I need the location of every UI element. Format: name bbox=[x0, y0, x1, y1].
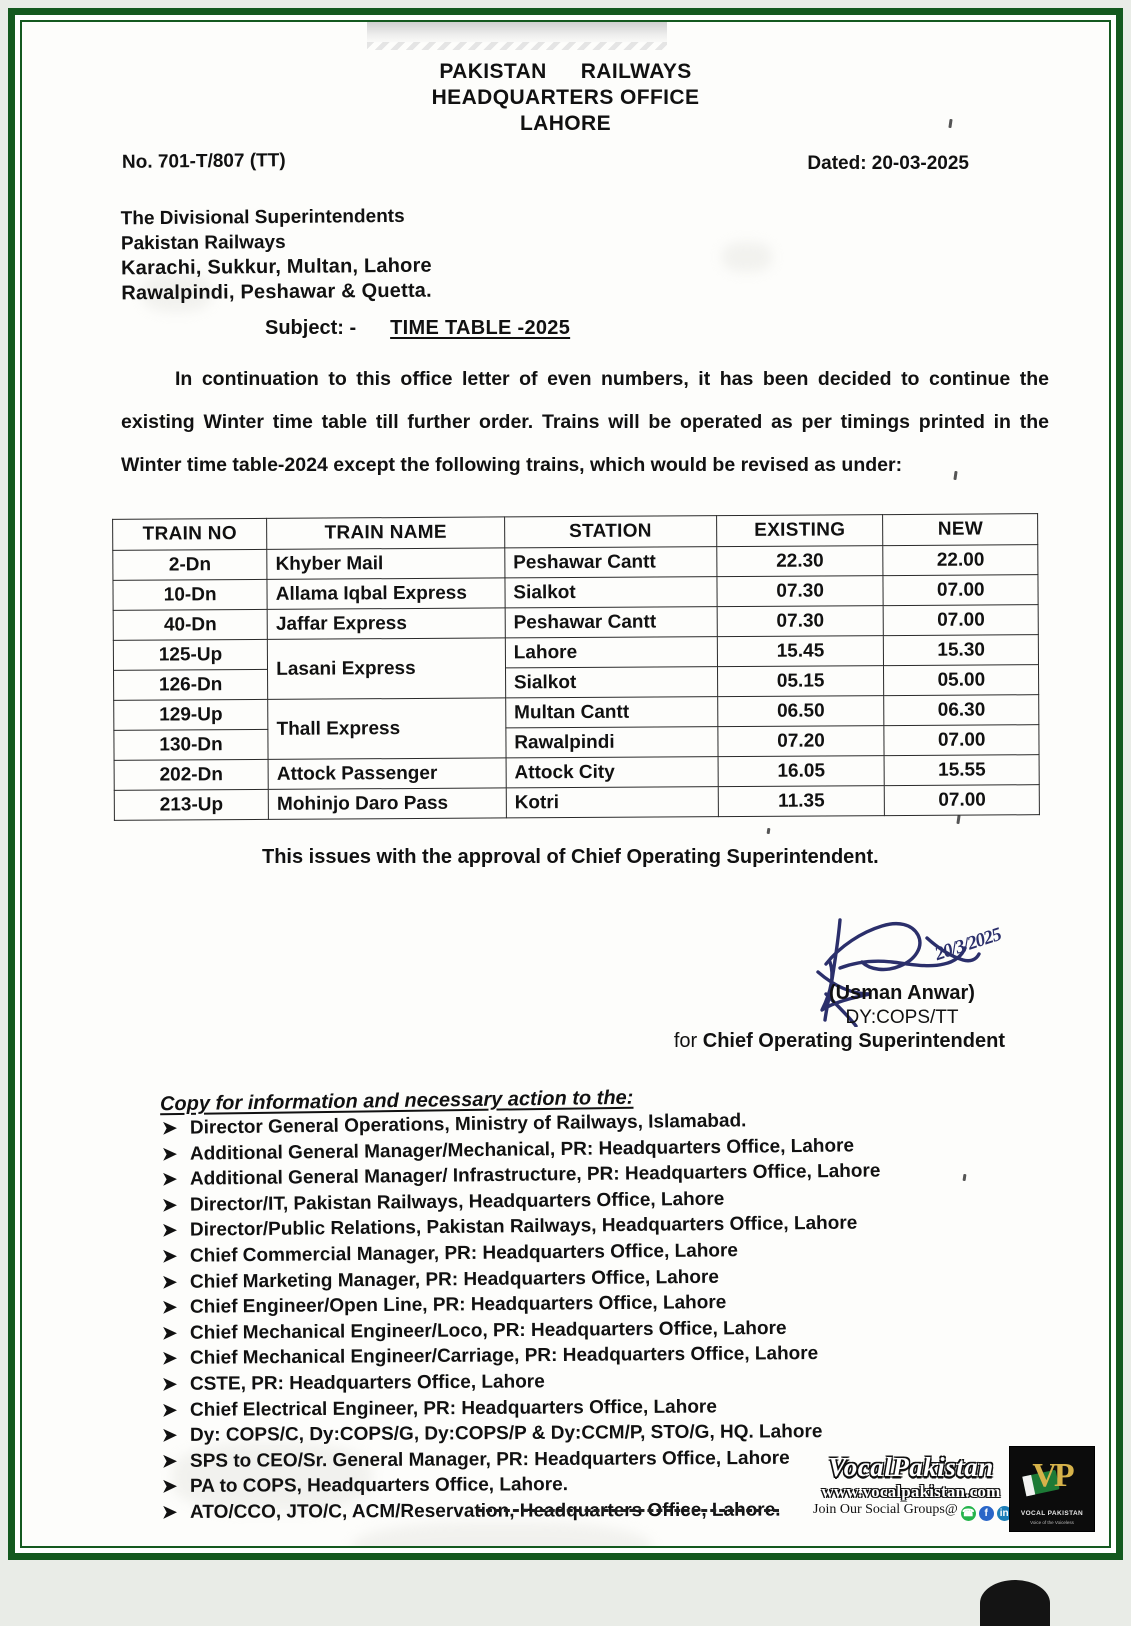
logo-monogram: VP bbox=[1032, 1457, 1072, 1494]
cell-new-time: 07.00 bbox=[884, 725, 1039, 756]
scan-speck bbox=[956, 815, 960, 824]
col-header-train-name: TRAIN NAME bbox=[267, 517, 505, 549]
cell-train-no: 126-Dn bbox=[114, 669, 268, 700]
office-line: HEADQUARTERS OFFICE bbox=[431, 86, 700, 109]
arrow-bullet-icon: ➤ bbox=[161, 1117, 178, 1138]
reference-number: No. 701-T/807 (TT) bbox=[121, 150, 286, 173]
subject-row bbox=[265, 317, 570, 340]
body-paragraph-text: In continuation to this office letter of even numbers, it has been decided to continue the existing Winter time table till further order. Trains will be operated as per timings printed in the Winter time table-2024 except the following trains, which would be revised as under: bbox=[121, 368, 1049, 476]
col-header-train-no: TRAIN NO bbox=[113, 518, 267, 550]
copy-list-item-text: Chief Marketing Manager, PR: Headquarters Office, Lahore bbox=[189, 1266, 720, 1293]
cell-train-name: Lasani Express bbox=[268, 638, 506, 699]
letter-date: Dated: 20-03-2025 bbox=[807, 153, 969, 174]
copy-list-item-text: Chief Electrical Engineer, PR: Headquarters Office, Lahore bbox=[189, 1395, 717, 1421]
arrow-bullet-icon: ➤ bbox=[161, 1194, 178, 1215]
addressee-line-3: Karachi, Sukkur, Multan, Lahore bbox=[121, 254, 432, 280]
approval-line: This issues with the approval of Chief Operating Superintendent. bbox=[262, 846, 879, 868]
copy-list-item-text: SPS to CEO/Sr. General Manager, PR: Headquarters Office, Lahore bbox=[189, 1447, 790, 1472]
closing-dashed-rule bbox=[477, 1509, 779, 1512]
watermark-branding bbox=[813, 1446, 1095, 1538]
cell-station: Peshawar Cantt bbox=[505, 547, 717, 578]
for-prefix: for bbox=[673, 1030, 703, 1052]
arrow-bullet-icon: ➤ bbox=[161, 1168, 178, 1190]
cell-station: Rawalpindi bbox=[506, 727, 718, 758]
cell-station: Lahore bbox=[505, 637, 717, 668]
col-header-new: NEW bbox=[883, 514, 1038, 546]
cell-train-no: 129-Up bbox=[114, 699, 268, 730]
arrow-bullet-icon: ➤ bbox=[161, 1322, 178, 1343]
cell-train-no: 202-Dn bbox=[114, 759, 268, 790]
arrow-bullet-icon: ➤ bbox=[161, 1373, 178, 1394]
logo-tagline: Voice of the Voiceless bbox=[1030, 1520, 1074, 1525]
signatory-name: (Usman Anwar) bbox=[829, 982, 975, 1004]
copy-list-item-text: Additional General Manager/ Infrastructure, PR: Headquarters Office, Lahore bbox=[189, 1160, 881, 1190]
cell-train-name: Allama Iqbal Express bbox=[267, 578, 505, 609]
whatsapp-icon: ☎ bbox=[961, 1508, 975, 1519]
letter-body bbox=[22, 22, 1109, 1546]
copy-list-item-text: Chief Engineer/Open Line, PR: Headquarters Office, Lahore bbox=[189, 1292, 727, 1318]
cell-new-time: 05.00 bbox=[884, 665, 1039, 696]
cell-train-no: 2-Dn bbox=[113, 549, 267, 580]
addressee-block bbox=[121, 204, 433, 307]
addressee-line-2: Pakistan Railways bbox=[120, 231, 286, 255]
table-body bbox=[113, 545, 1040, 821]
cell-new-time: 07.00 bbox=[884, 605, 1039, 636]
watermark-url: www.vocalpakistan.com bbox=[821, 1482, 1001, 1501]
cell-train-no: 10-Dn bbox=[113, 579, 267, 610]
cell-new-time: 07.00 bbox=[883, 575, 1038, 606]
table-row bbox=[114, 785, 1039, 821]
scan-speck bbox=[767, 828, 771, 834]
copy-list-item-text: Director/Public Relations, Pakistan Railways, Headquarters Office, Lahore bbox=[189, 1212, 858, 1242]
document-inner-frame bbox=[20, 20, 1111, 1548]
logo-name: VOCAL PAKISTAN bbox=[1020, 1510, 1084, 1517]
cell-train-no: 130-Dn bbox=[114, 729, 268, 760]
copy-list-item-text: Dy: COPS/C, Dy:COPS/G, Dy:COPS/P & Dy:CCM/P, STO/G, HQ. Lahore bbox=[189, 1421, 823, 1446]
copy-section-heading: Copy for information and necessary action to the: bbox=[159, 1086, 634, 1116]
cell-station: Multan Cantt bbox=[506, 697, 718, 728]
copy-list-item-text: PA to COPS, Headquarters Office, Lahore. bbox=[189, 1474, 569, 1498]
for-title: Chief Operating Superintendent bbox=[702, 1030, 1005, 1052]
cell-existing-time: 22.30 bbox=[716, 546, 883, 577]
city-line: LAHORE bbox=[519, 112, 612, 135]
copy-list-item-text: Chief Mechanical Engineer/Carriage, PR: Headquarters Office, Lahore bbox=[189, 1343, 819, 1370]
cell-station: Sialkot bbox=[505, 577, 717, 608]
cell-train-name: Attock Passenger bbox=[268, 758, 506, 789]
cell-existing-time: 15.45 bbox=[717, 636, 884, 667]
cell-existing-time: 07.30 bbox=[717, 606, 884, 637]
arrow-bullet-icon: ➤ bbox=[161, 1245, 178, 1266]
cell-new-time: 22.00 bbox=[883, 545, 1038, 576]
copy-list-item-text: Director/IT, Pakistan Railways, Headquarters Office, Lahore bbox=[189, 1188, 725, 1216]
document-green-frame bbox=[8, 8, 1123, 1560]
copy-list-item-text: ATO/CCO, JTO/C, ACM/Reservation, Headquarters Office, Lahore. bbox=[189, 1499, 781, 1523]
cell-train-no: 213-Up bbox=[114, 789, 268, 820]
org-name-part2: RAILWAYS bbox=[580, 60, 692, 83]
cell-train-name: Jaffar Express bbox=[267, 608, 505, 639]
cell-new-time: 06.30 bbox=[884, 695, 1039, 726]
cell-existing-time: 06.50 bbox=[717, 696, 884, 727]
arrow-bullet-icon: ➤ bbox=[161, 1143, 178, 1164]
copy-list-item-text: CSTE, PR: Headquarters Office, Lahore bbox=[189, 1371, 545, 1395]
cell-new-time: 15.55 bbox=[885, 755, 1040, 786]
cell-existing-time: 05.15 bbox=[717, 666, 884, 697]
org-name-line bbox=[22, 58, 1109, 85]
addressee-line-1: The Divisional Superintendents bbox=[120, 205, 405, 230]
col-header-existing: EXISTING bbox=[716, 515, 883, 547]
cell-train-name: Khyber Mail bbox=[267, 548, 505, 579]
arrow-bullet-icon: ➤ bbox=[161, 1501, 178, 1522]
col-header-station: STATION bbox=[504, 516, 716, 548]
watermark-title: VocalPakistan bbox=[828, 1452, 994, 1482]
signatory-for-line bbox=[674, 1030, 1005, 1053]
cell-existing-time: 07.30 bbox=[717, 576, 884, 607]
cell-train-no: 125-Up bbox=[113, 639, 267, 670]
arrow-bullet-icon: ➤ bbox=[161, 1476, 178, 1497]
cell-train-name: Thall Express bbox=[268, 698, 506, 759]
subject-label: Subject: - bbox=[265, 317, 357, 339]
arrow-bullet-icon: ➤ bbox=[161, 1271, 178, 1292]
cell-train-name: Mohinjo Daro Pass bbox=[268, 788, 506, 819]
arrow-bullet-icon: ➤ bbox=[161, 1220, 178, 1241]
cell-station: Sialkot bbox=[505, 667, 717, 698]
cell-new-time: 07.00 bbox=[885, 785, 1040, 816]
copy-list-item-text: Director General Operations, Ministry of Railways, Islamabad. bbox=[189, 1110, 747, 1139]
cell-station: Kotri bbox=[506, 787, 718, 818]
cell-existing-time: 16.05 bbox=[718, 756, 885, 787]
linkedin-icon: in bbox=[997, 1506, 1012, 1521]
signatory-designation: DY:COPS/TT bbox=[845, 1007, 959, 1028]
watermark-text-block bbox=[813, 1452, 1009, 1521]
arrow-bullet-icon: ➤ bbox=[161, 1399, 178, 1420]
cell-existing-time: 07.20 bbox=[718, 726, 885, 757]
handwritten-date: 20/3/2025 bbox=[932, 924, 1004, 966]
cell-station: Attock City bbox=[506, 757, 718, 788]
copy-list-item-text: Additional General Manager/Mechanical, PR: Headquarters Office, Lahore bbox=[189, 1134, 855, 1165]
arrow-bullet-icon: ➤ bbox=[161, 1450, 178, 1471]
cell-train-no: 40-Dn bbox=[113, 609, 267, 640]
arrow-bullet-icon: ➤ bbox=[161, 1297, 178, 1318]
background-object bbox=[980, 1580, 1050, 1626]
arrow-bullet-icon: ➤ bbox=[161, 1425, 178, 1446]
copy-list-item-text: Chief Commercial Manager, PR: Headquarters Office, Lahore bbox=[189, 1240, 739, 1267]
revised-timings-table bbox=[112, 513, 1040, 821]
watermark-social-line bbox=[813, 1501, 1009, 1521]
org-name-part1: PAKISTAN bbox=[439, 60, 547, 83]
watermark-logo bbox=[1009, 1446, 1095, 1532]
addressee-line-4: Rawalpindi, Peshawar & Quetta. bbox=[121, 279, 432, 305]
watermark-social-text: Join Our Social Groups@ bbox=[813, 1502, 958, 1517]
arrow-bullet-icon: ➤ bbox=[161, 1348, 178, 1369]
cell-new-time: 15.30 bbox=[884, 635, 1039, 666]
cell-station: Peshawar Cantt bbox=[505, 607, 717, 638]
cell-existing-time: 11.35 bbox=[718, 786, 885, 817]
body-paragraph bbox=[121, 358, 1049, 487]
copy-list-item-text: Chief Mechanical Engineer/Loco, PR: Headquarters Office, Lahore bbox=[189, 1317, 787, 1344]
subject-value: TIME TABLE -2025 bbox=[390, 317, 571, 339]
facebook-icon: f bbox=[979, 1506, 994, 1521]
